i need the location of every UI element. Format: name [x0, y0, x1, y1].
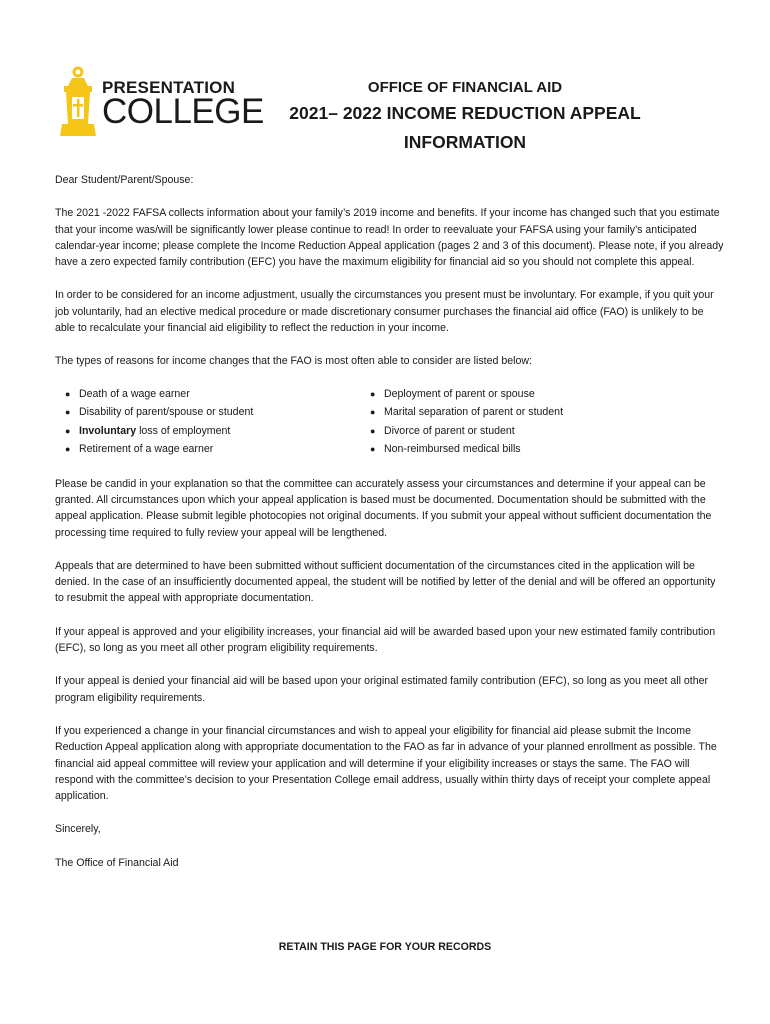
logo-line-1: PRESENTATION	[102, 78, 236, 97]
page-subtitle: INFORMATION	[403, 132, 527, 152]
list-item: ● Non-reimbursed medical bills	[370, 440, 700, 459]
paragraph-denial: Appeals that are determined to have been submitted without sufficient documentation of the circumstances cited in the application will be denied. In the case of an insufficiently documented appeal, the student will be notified by letter of the denial and will be offered an opportunity to resubmit the appeal with appropriate documentation.	[55, 559, 716, 605]
list-item: ● Death of a wage earner	[65, 385, 370, 404]
paragraph-denied: If your appeal is denied your financial aid will be based upon your original estimated family contribution (EFC), so long as you meet all other program eligibility requirements.	[55, 675, 709, 704]
bullet-icon: ●	[65, 388, 71, 399]
paragraph-involuntary: In order to be considered for an income adjustment, usually the circumstances you present must be involuntary. For example, if you quit your job voluntarily, had an elective medical procedure or made discretionary consumer purchases the financial aid office (FAO) is unlikely to be able to recalculate your financial aid eligibility to reflect the reduction in your income.	[55, 289, 714, 335]
list-item: ● Deployment of parent or spouse	[370, 385, 700, 404]
page-title: 2021– 2022 INCOME REDUCTION APPEAL	[289, 103, 641, 123]
reasons-right-column	[370, 385, 700, 459]
bullet-icon: ●	[370, 407, 376, 418]
bullet-icon: ●	[370, 425, 376, 436]
office-heading: OFFICE OF FINANCIAL AID	[367, 79, 563, 96]
retain-notice: RETAIN THIS PAGE FOR YOUR RECORDS	[278, 941, 492, 953]
signature: The Office of Financial Aid	[55, 856, 179, 869]
bullet-icon: ●	[370, 388, 376, 399]
paragraph-documentation: Please be candid in your explanation so that the committee can accurately assess your circumstances and determine if your appeal can be granted. All circumstances upon which your appeal application is based must be documented. Documentation should be submitted with the appeal application. Please submit legible photocopies not original documents. If you submit your appeal without sufficient documentation the processing time required to fully review your appeal will be lengthened.	[55, 477, 712, 539]
paragraph-reasons-intro: The types of reasons for income changes that the FAO is most often able to consider are listed below:	[55, 355, 532, 368]
greeting: Dear Student/Parent/Spouse:	[55, 174, 194, 186]
paragraph-approved: If your appeal is approved and your eligibility increases, your financial aid will be awarded based upon your new estimated family contribution (EFC), so long as you meet all other program eligibility requirements.	[55, 625, 716, 655]
reasons-left-column	[65, 385, 370, 459]
bullet-icon: ●	[65, 444, 71, 455]
list-item: ● Retirement of a wage earner	[65, 440, 370, 459]
list-item: ● Divorce of parent or student	[370, 422, 700, 441]
list-item: ● Disability of parent/spouse or student	[65, 403, 370, 422]
reasons-list	[65, 385, 725, 459]
bullet-icon: ●	[370, 444, 376, 455]
college-logo	[58, 66, 264, 142]
lantern-icon	[58, 66, 98, 142]
letter-body	[55, 172, 725, 888]
closing: Sincerely,	[55, 823, 101, 836]
logo-line-2: COLLEGE	[102, 92, 264, 131]
list-item: ● Marital separation of parent or student	[370, 403, 700, 422]
paragraph-submit: If you experienced a change in your financial circumstances and wish to appeal your eligibility for financial aid please submit the Income Reduction Appeal application along with appropriate documentation to the FAO as far in advance of your planned enrollment as possible. The financial aid appeal committee will review your application and will determine if your eligibility increases or stays the same. The FAO will respond with the committee’s decision to your Presentation College email address, usually within thirty days of receipt your complete appeal application.	[55, 724, 717, 803]
bullet-icon: ●	[65, 407, 71, 418]
list-item: ● Involuntary loss of employment	[65, 422, 370, 441]
involuntary-emphasis: Involuntary	[79, 424, 137, 437]
bullet-icon: ●	[65, 425, 71, 436]
paragraph-fafsa: The 2021 -2022 FAFSA collects information about your family’s 2019 income and benefits. If your income has changed such that you estimate that your income was/will be significantly lower please continue to read! In order to reevaluate your FAFSA using your family’s anticipated calendar-year income; please complete the Income Reduction Appeal application (pages 2 and 3 of this document). Please note, if you already have a zero expected family contribution (EFC) you have the maximum eligibility for financial aid so you should not complete this appeal.	[55, 207, 724, 269]
